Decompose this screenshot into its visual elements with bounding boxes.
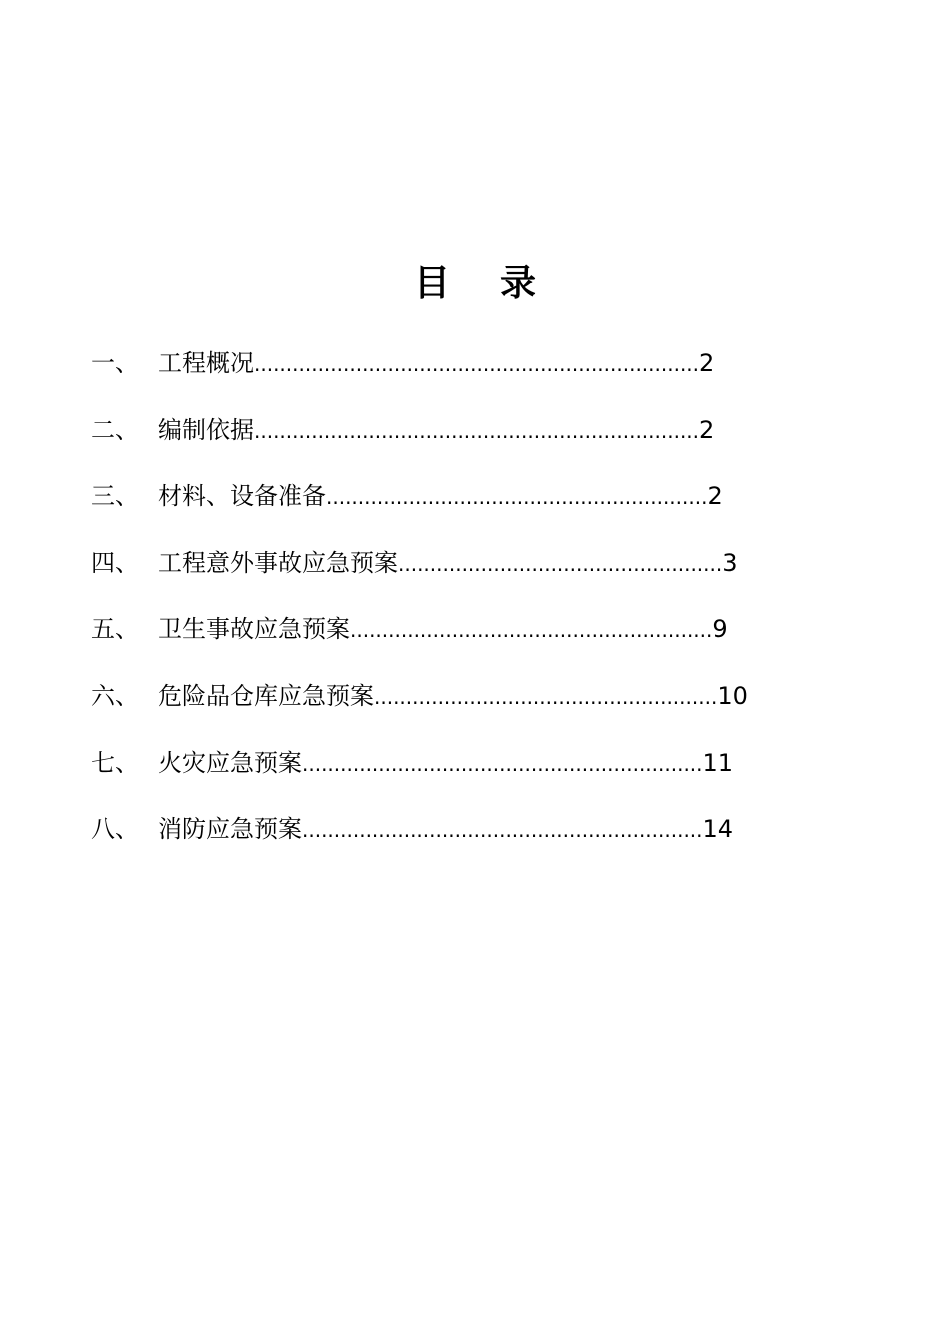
toc-entry-number: 八、: [91, 815, 139, 844]
toc-entry[interactable]: [91, 809, 851, 876]
toc-entry-page: 2: [707, 482, 723, 511]
toc-leader-dots: ......................................................: [374, 684, 718, 709]
toc-entry-label: 编制依据: [158, 415, 254, 444]
toc-entry-label: 危险品仓库应急预案: [158, 681, 374, 710]
toc-entry[interactable]: [91, 410, 851, 477]
toc-entry-page: 11: [702, 748, 734, 777]
toc-leader-dots: ...................................................: [398, 551, 723, 576]
toc-entry[interactable]: [91, 609, 851, 676]
toc-entry[interactable]: [91, 343, 851, 410]
table-of-contents: [91, 343, 851, 876]
toc-entry[interactable]: [91, 543, 851, 610]
toc-title-char-2: 录: [500, 263, 537, 304]
toc-leader-dots: ............................................................: [326, 485, 708, 510]
toc-leader-dots: .........................................................: [350, 618, 713, 643]
toc-entry-number: 一、: [91, 349, 139, 377]
toc-entry-label: 火灾应急预案: [158, 748, 302, 777]
toc-title-char-1: 目: [413, 263, 450, 304]
toc-entry[interactable]: [91, 743, 851, 810]
toc-entry-label: 工程概况: [158, 349, 254, 377]
toc-entry-number: 三、: [91, 482, 139, 511]
toc-entry-page: 10: [717, 681, 748, 710]
toc-entry[interactable]: [91, 676, 851, 743]
toc-leader-dots: ...............................................................: [302, 818, 703, 843]
toc-leader-dots: ...............................................................: [302, 751, 703, 776]
toc-leader-dots: ......................................................................: [254, 352, 700, 376]
toc-entry-page: 2: [699, 349, 715, 377]
toc-entry-label: 工程意外事故应急预案: [158, 548, 398, 577]
toc-entry-number: 六、: [91, 681, 139, 710]
toc-entry[interactable]: [91, 476, 851, 543]
toc-entry-number: 五、: [91, 615, 139, 644]
toc-entry-page: 3: [722, 548, 738, 577]
toc-entry-page: 2: [699, 415, 715, 444]
toc-entry-number: 七、: [91, 748, 139, 777]
toc-entry-page: 9: [712, 615, 728, 644]
toc-entry-label: 消防应急预案: [158, 815, 302, 844]
toc-title: [0, 262, 950, 306]
toc-entry-label: 卫生事故应急预案: [158, 615, 350, 644]
toc-entry-page: 14: [702, 815, 734, 844]
toc-leader-dots: ......................................................................: [254, 418, 700, 443]
toc-entry-number: 二、: [91, 415, 139, 444]
toc-entry-number: 四、: [91, 548, 139, 577]
toc-entry-label: 材料、设备准备: [158, 482, 326, 511]
